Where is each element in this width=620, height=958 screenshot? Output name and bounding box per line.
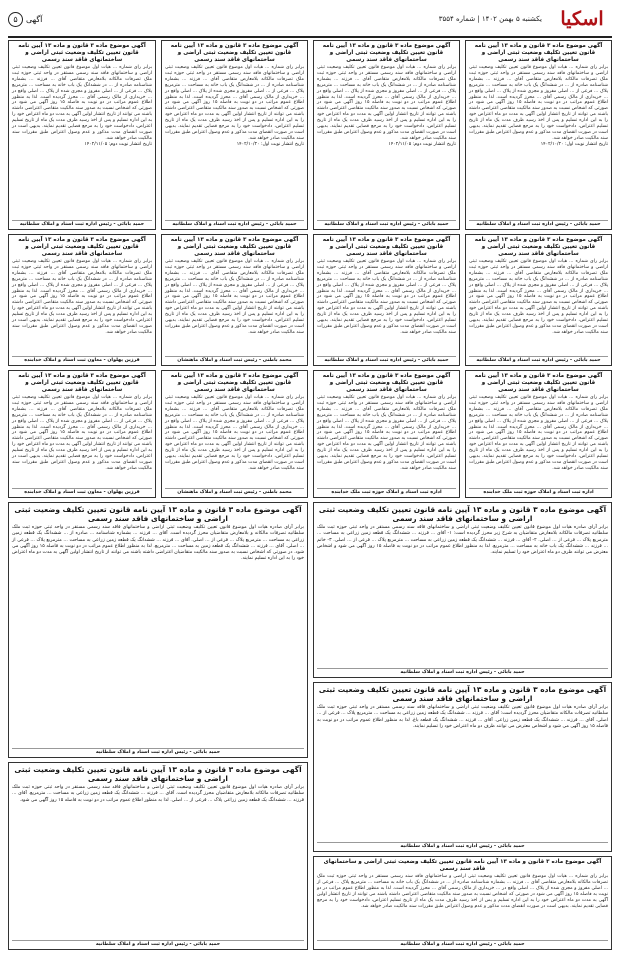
notice-body: برابر رای شماره ... هیات اول موضوع قانون تعیین تکلیف وضعیت ثبتی اراضی و ساختمانهای فاقد سند رسمی مستقر در واحد ثبتی حوزه ثبت ملک تصرفات مالکانه بلامعارض متقاضی آقای ... فرزند ... بشماره شناسنامه صادره از ... در ششدانگ یک باب خانه به مساحت ... مترمربع پلاک ... فرعی از ... اصلی مفروز و مجزی شده از پلاک ... اصلی واقع در ... خریداری از مالک رسمی آقای ... محرز گردیده است. لذا به منظور اطلاع عموم مراتب در دو نوبت به فاصله ۱۵ روز آگهی می شود در صورتی که اشخاص نسبت به صدور سند مالکیت متقاضی اعتراضی داشته باشند می توانند از تاریخ انتشار اولین آگهی به مدت دو ماه اعتراض خود را به این اداره تسلیم و پس از اخذ رسید ظرف مدت یک ماه از تاریخ تسلیم اعتراض، دادخواست خود را به مرجع قضایی تقدیم نمایند. بدیهی است در صورت انقضای مدت مذکور و عدم وصول اعتراض طبق مقررات سند مالکیت صادر خواهد شد. (317, 259, 457, 335)
notice-body: برابر رای شماره ... هیات اول موضوع قانون تعیین تکلیف وضعیت ثبتی اراضی و ساختمانهای فاقد سند رسمی مستقر در واحد ثبتی حوزه ثبت ملک تصرفات مالکانه بلامعارض متقاضی آقای ... فرزند ... بشماره شناسنامه صادره از ... در ششدانگ یک باب خانه به مساحت ... مترمربع پلاک ... فرعی از ... اصلی مفروز و مجزی شده از پلاک ... اصلی واقع در ... خریداری از مالک رسمی آقای ... محرز گردیده است. لذا به منظور اطلاع عموم مراتب در دو نوبت به فاصله ۱۵ روز آگهی می شود در صورتی که اشخاص نسبت به صدور سند مالکیت متقاضی اعتراضی داشته باشند می توانند از تاریخ انتشار اولین آگهی به مدت دو ماه اعتراض خود را به این اداره تسلیم و پس از اخذ رسید ظرف مدت یک ماه از تاریخ تسلیم اعتراض، دادخواست خود را به مرجع قضایی تقدیم نمایند. بدیهی است در صورت انقضای مدت مذکور و عدم وصول اعتراض طبق مقررات سند مالکیت صادر خواهد شد. (165, 395, 305, 471)
notice-body: برابر رای شماره ... هیات اول موضوع قانون تعیین تکلیف وضعیت ثبتی اراضی و ساختمانهای فاقد سند رسمی مستقر در واحد ثبتی حوزه ثبت ملک تصرفات مالکانه بلامعارض متقاضی آقای ... فرزند ... بشماره شناسنامه صادره از ... در ششدانگ یک باب خانه به مساحت ... مترمربع پلاک ... فرعی از ... اصلی مفروز و مجزی شده از پلاک ... اصلی واقع در ... خریداری از مالک رسمی آقای ... محرز گردیده است. لذا به منظور اطلاع عموم مراتب در دو نوبت به فاصله ۱۵ روز آگهی می شود در صورتی که اشخاص نسبت به صدور سند مالکیت متقاضی اعتراضی داشته باشند می توانند از تاریخ انتشار اولین آگهی به مدت دو ماه اعتراض خود را به این اداره تسلیم و پس از اخذ رسید ظرف مدت یک ماه از تاریخ تسلیم اعتراض، دادخواست خود را به مرجع قضایی تقدیم نمایند. بدیهی است در صورت انقضای مدت مذکور و عدم وصول اعتراض طبق مقررات سند مالکیت صادر خواهد شد. (469, 395, 609, 471)
notice-body: برابر رای شماره ... هیات اول موضوع قانون تعیین تکلیف وضعیت ثبتی اراضی و ساختمانهای فاقد سند رسمی مستقر در واحد ثبتی حوزه ثبت ملک تصرفات مالکانه بلامعارض متقاضی آقای ... فرزند ... بشماره شناسنامه صادره از ... در ششدانگ یک باب خانه به مساحت ... مترمربع پلاک ... فرعی از ... اصلی مفروز و مجزی شده از پلاک ... اصلی واقع در ... خریداری از مالک رسمی آقای ... محرز گردیده است. لذا به منظور اطلاع عموم مراتب در دو نوبت به فاصله ۱۵ روز آگهی می شود در صورتی که اشخاص نسبت به صدور سند مالکیت متقاضی اعتراضی داشته باشند می توانند از تاریخ انتشار اولین آگهی به مدت دو ماه اعتراض خود را به این اداره تسلیم و پس از اخذ رسید ظرف مدت یک ماه از تاریخ تسلیم اعتراض، دادخواست خود را به مرجع قضایی تقدیم نمایند. بدیهی است در صورت انقضای مدت مذکور و عدم وصول اعتراض طبق مقررات سند مالکیت صادر خواهد شد. (317, 395, 457, 471)
notice-signature: حمید بابائی - رئیس اداره ثبت اسناد و املاک سلطانیه (12, 220, 152, 227)
notice-body: برابر رای شماره ... هیات اول موضوع قانون تعیین تکلیف وضعیت ثبتی اراضی و ساختمانهای فاقد سند رسمی مستقر در واحد ثبتی حوزه ثبت ملک تصرفات مالکانه بلامعارض متقاضی آقای ... فرزند ... بشماره شناسنامه صادره از ... در ششدانگ یک باب خانه به مساحت ... مترمربع پلاک ... فرعی از ... اصلی مفروز و مجزی شده از پلاک ... اصلی واقع در ... خریداری از مالک رسمی آقای ... محرز گردیده است. لذا به منظور اطلاع عموم مراتب در دو نوبت به فاصله ۱۵ روز آگهی می شود در صورتی که اشخاص نسبت به صدور سند مالکیت متقاضی اعتراضی داشته باشند می توانند از تاریخ انتشار اولین آگهی به مدت دو ماه اعتراض خود را به این اداره تسلیم و پس از اخذ رسید ظرف مدت یک ماه از تاریخ تسلیم اعتراض، دادخواست خود را به مرجع قضایی تقدیم نمایند. بدیهی است در صورت انقضای مدت مذکور و عدم وصول اعتراض طبق مقررات سند مالکیت صادر خواهد شد. (12, 395, 152, 471)
notice-block (313, 370, 460, 498)
notice-signature: حمید بابائی - رئیس اداره ثبت اسناد و املاک سلطانیه (317, 940, 608, 947)
notice-body: برابر رای شماره ... هیات اول موضوع قانون تعیین تکلیف وضعیت ثبتی اراضی و ساختمانهای فاقد سند رسمی مستقر در واحد ثبتی حوزه ثبت ملک تصرفات مالکانه بلامعارض متقاضی آقای ... فرزند ... بشماره شناسنامه صادره از ... در ششدانگ یک باب خانه به مساحت ... مترمربع پلاک ... فرعی از ... اصلی مفروز و مجزی شده از پلاک ... اصلی واقع در ... خریداری از مالک رسمی آقای ... محرز گردیده است. لذا به منظور اطلاع عموم مراتب در دو نوبت به فاصله ۱۵ روز آگهی می شود در صورتی که اشخاص نسبت به صدور سند مالکیت متقاضی اعتراضی داشته باشند می توانند از تاریخ انتشار اولین آگهی به مدت دو ماه اعتراض خود را به این اداره تسلیم و پس از اخذ رسید ظرف مدت یک ماه از تاریخ تسلیم اعتراض، دادخواست خود را به مرجع قضایی تقدیم نمایند. بدیهی است در صورت انقضای مدت مذکور و عدم وصول اعتراض طبق مقررات سند مالکیت صادر خواهد شد. (12, 259, 152, 335)
page-badge (8, 12, 42, 27)
notice-block-wide (8, 762, 308, 950)
notice-body: برابر رای شماره ... هیات اول موضوع قانون تعیین تکلیف وضعیت ثبتی اراضی و ساختمانهای فاقد سند رسمی مستقر در واحد ثبتی حوزه ثبت ملک تصرفات مالکانه بلامعارض متقاضی آقای ... فرزند ... بشماره شناسنامه صادره از ... در ششدانگ یک باب خانه به مساحت ... مترمربع پلاک ... فرعی از ... اصلی مفروز و مجزی شده از پلاک ... اصلی واقع در ... خریداری از مالک رسمی آقای ... محرز گردیده است. لذا به منظور اطلاع عموم مراتب در دو نوبت به فاصله ۱۵ روز آگهی می شود در صورتی که اشخاص نسبت به صدور سند مالکیت متقاضی اعتراضی داشته باشند می توانند از تاریخ انتشار اولین آگهی به مدت دو ماه اعتراض خود را به این اداره تسلیم و پس از اخذ رسید ظرف مدت یک ماه از تاریخ تسلیم اعتراض، دادخواست خود را به مرجع قضایی تقدیم نمایند. بدیهی است در صورت انقضای مدت مذکور و عدم وصول اعتراض طبق مقررات سند مالکیت صادر خواهد شد. (165, 65, 305, 141)
notice-block-wide (313, 502, 612, 678)
notice-block (465, 40, 612, 230)
notice-signature: حمید بابائی - رئیس اداره ثبت اسناد و املاک سلطانیه (317, 356, 456, 363)
notice-signature: حمید بابائی - رئیس اداره ثبت اسناد و املاک سلطانیه (469, 220, 608, 227)
notice-signature: محمد باطنی - رئیس ثبت اسناد و املاک ماهنشان (165, 488, 304, 495)
notice-block (161, 234, 308, 366)
notice-title: آگهی موضوع ماده ۳ قانون و ماده ۱۳ آیین نامه قانون تعیین تکلیف وضعیت ثبتی اراضی و ساختمانهای فاقد سند رسمی (318, 505, 607, 523)
notice-title: آگهی موضوع ماده ۳ قانون و ماده ۱۳ آیین نامه قانون تعیین تکلیف وضعیت ثبتی اراضی و ساختمانهای فاقد سند رسمی (170, 237, 299, 257)
notice-signature: فرزین پهلوان - معاون ثبت اسناد و املاک خدابنده (12, 488, 152, 495)
notice-date-second: تاریخ انتشار نوبت دوم: ۱۴۰۲/۱۱/۰۵ (84, 141, 152, 147)
notice-date-first: تاریخ انتشار نوبت اول: ۱۴۰۲/۱۰/۲۰ (236, 141, 304, 147)
notice-signature: حمید بابائی - رئیس اداره ثبت اسناد و املاک سلطانیه (317, 220, 456, 227)
notice-title: آگهی موضوع ماده ۳ قانون و ماده ۱۳ آیین نامه قانون تعیین تکلیف وضعیت ثبتی اراضی و ساختمانهای فاقد سند رسمی (322, 43, 451, 63)
newspaper-logo (552, 4, 612, 34)
page-label: آگهی (26, 14, 43, 24)
notice-title: آگهی موضوع ماده ۳ قانون و ماده ۱۳ آیین نامه قانون تعیین تکلیف وضعیت ثبتی اراضی و ساختمانهای فاقد سند رسمی (323, 859, 602, 872)
notice-body: برابر آرای صادره هیات اول موضوع قانون تعیین تکلیف وضعیت ثبتی اراضی و ساختمانهای فاقد سند رسمی مستقر در واحد ثبتی حوزه ثبت ملک سلطانیه تصرفات مالکانه متقاضیان محرز گردیده است: آقای ... فرزند ... ششدانگ یک قطعه زمین زراعی به مساحت ... مترمربع پلاک ... فرعی از ... اصلی. آقای ... فرزند ... ششدانگ یک قطعه زمین زراعی. آقای ... فرزند ... ششدانگ یک قطعه باغ. لذا به منظور اطلاع عموم مراتب در دو نوبت به فاصله ۱۵ روز آگهی می شود و اشخاص معترض می توانند ظرف دو ماه اعتراض خود را تسلیم نمایند. (317, 705, 608, 729)
notice-title: آگهی موضوع ماده ۳ قانون و ماده ۱۳ آیین نامه قانون تعیین تکلیف وضعیت ثبتی اراضی و ساختمانهای فاقد سند رسمی (14, 765, 302, 783)
notice-title: آگهی موضوع ماده ۳ قانون و ماده ۱۳ آیین نامه قانون تعیین تکلیف وضعیت ثبتی اراضی و ساختمانهای فاقد سند رسمی (18, 43, 146, 63)
notice-signature: حمید بابائی - رئیس اداره ثبت اسناد و املاک سلطانیه (165, 220, 304, 227)
notice-title: آگهی موضوع ماده ۳ قانون و ماده ۱۳ آیین نامه قانون تعیین تکلیف وضعیت ثبتی اراضی و ساختمانهای فاقد سند رسمی (474, 373, 603, 393)
notice-body: برابر آرای صادره هیات اول موضوع قانون تعیین تکلیف وضعیت ثبتی اراضی و ساختمانهای فاقد سند رسمی مستقر در واحد ثبتی حوزه ثبت ملک سلطانیه تصرفات مالکانه بلامعارض متقاضیان به شرح زیر محرز گردیده است: ۱- آقای ... فرزند ... ششدانگ یک قطعه زمین زراعی به مساحت ... مترمربع پلاک ... فرعی از ... اصلی. ۲- آقای ... فرزند ... ششدانگ یک قطعه زمین زراعی به مساحت ... مترمربع پلاک ... فرعی از ... اصلی. ۳- خانم ... فرزند ... ششدانگ یک باب خانه به مساحت ... مترمربع. لذا به منظور اطلاع عموم مراتب در دو نوبت به فاصله ۱۵ روز آگهی می شود و اشخاص معترض می توانند ظرف دو ماه اعتراض خود را تسلیم نمایند. (317, 525, 608, 556)
notice-signature: فرزین پهلوان - معاون ثبت اسناد و املاک خدابنده (12, 356, 152, 363)
notice-title: آگهی موضوع ماده ۳ قانون و ماده ۱۳ آیین نامه قانون تعیین تکلیف وضعیت ثبتی اراضی و ساختمانهای فاقد سند رسمی (14, 505, 302, 523)
notice-block (161, 370, 308, 498)
notice-block (465, 234, 612, 366)
notice-block (161, 40, 308, 230)
notice-signature: حمید بابائی - رئیس اداره ثبت اسناد و املاک سلطانیه (12, 748, 304, 755)
notice-body: برابر رای شماره ... هیات اول موضوع قانون تعیین تکلیف وضعیت ثبتی اراضی و ساختمانهای فاقد سند رسمی مستقر در واحد ثبتی حوزه ثبت ملک تصرفات مالکانه بلامعارض متقاضی آقای ... فرزند ... بشماره شناسنامه صادره از ... در ششدانگ یک باب خانه به مساحت ... مترمربع پلاک ... فرعی از ... اصلی مفروز و مجزی شده از پلاک ... اصلی واقع در ... خریداری از مالک رسمی آقای ... محرز گردیده است. لذا به منظور اطلاع عموم مراتب در دو نوبت به فاصله ۱۵ روز آگهی می شود در صورتی که اشخاص نسبت به صدور سند مالکیت متقاضی اعتراضی داشته باشند می توانند از تاریخ انتشار اولین آگهی به مدت دو ماه اعتراض خود را به این اداره تسلیم و پس از اخذ رسید ظرف مدت یک ماه از تاریخ تسلیم اعتراض، دادخواست خود را به مرجع قضایی تقدیم نمایند. بدیهی است در صورت انقضای مدت مذکور و عدم وصول اعتراض طبق مقررات سند مالکیت صادر خواهد شد. (317, 65, 457, 141)
notice-body: برابر رای شماره ... هیات اول موضوع قانون تعیین تکلیف وضعیت ثبتی اراضی و ساختمانهای فاقد سند رسمی مستقر در واحد ثبتی حوزه ثبت ملک تصرفات مالکانه بلامعارض متقاضی آقای ... فرزند ... بشماره شناسنامه صادره از ... در ششدانگ یک باب خانه به مساحت ... مترمربع پلاک ... فرعی از ... اصلی مفروز و مجزی شده از پلاک ... اصلی واقع در ... خریداری از مالک رسمی آقای ... محرز گردیده است. لذا به منظور اطلاع عموم مراتب در دو نوبت به فاصله ۱۵ روز آگهی می شود در صورتی که اشخاص نسبت به صدور سند مالکیت متقاضی اعتراضی داشته باشند می توانند از تاریخ انتشار اولین آگهی به مدت دو ماه اعتراض خود را به این اداره تسلیم و پس از اخذ رسید ظرف مدت یک ماه از تاریخ تسلیم اعتراض، دادخواست خود را به مرجع قضایی تقدیم نمایند. بدیهی است در صورت انقضای مدت مذکور و عدم وصول اعتراض طبق مقررات سند مالکیت صادر خواهد شد. (317, 874, 608, 909)
logo-text: اسکیا (560, 8, 604, 30)
notice-title: آگهی موضوع ماده ۳ قانون و ماده ۱۳ آیین نامه قانون تعیین تکلیف وضعیت ثبتی اراضی و ساختمانهای فاقد سند رسمی (18, 237, 146, 257)
notice-title: آگهی موضوع ماده ۳ قانون و ماده ۱۳ آیین نامه قانون تعیین تکلیف وضعیت ثبتی اراضی و ساختمانهای فاقد سند رسمی (474, 43, 603, 63)
notice-block (313, 234, 460, 366)
notice-body: برابر رای شماره ... هیات اول موضوع قانون تعیین تکلیف وضعیت ثبتی اراضی و ساختمانهای فاقد سند رسمی مستقر در واحد ثبتی حوزه ثبت ملک تصرفات مالکانه بلامعارض متقاضی آقای ... فرزند ... بشماره شناسنامه صادره از ... در ششدانگ یک باب خانه به مساحت ... مترمربع پلاک ... فرعی از ... اصلی مفروز و مجزی شده از پلاک ... اصلی واقع در ... خریداری از مالک رسمی آقای ... محرز گردیده است. لذا به منظور اطلاع عموم مراتب در دو نوبت به فاصله ۱۵ روز آگهی می شود در صورتی که اشخاص نسبت به صدور سند مالکیت متقاضی اعتراضی داشته باشند می توانند از تاریخ انتشار اولین آگهی به مدت دو ماه اعتراض خود را به این اداره تسلیم و پس از اخذ رسید ظرف مدت یک ماه از تاریخ تسلیم اعتراض، دادخواست خود را به مرجع قضایی تقدیم نمایند. بدیهی است در صورت انقضای مدت مذکور و عدم وصول اعتراض طبق مقررات سند مالکیت صادر خواهد شد. (12, 65, 152, 141)
notice-signature: اداره ثبت اسناد و املاک حوزه ثبت ملک خدابنده (469, 488, 608, 495)
notice-signature: حمید بابائی - رئیس اداره ثبت اسناد و املاک سلطانیه (317, 842, 608, 849)
notice-body: برابر رای شماره ... هیات اول موضوع قانون تعیین تکلیف وضعیت ثبتی اراضی و ساختمانهای فاقد سند رسمی مستقر در واحد ثبتی حوزه ثبت ملک تصرفات مالکانه بلامعارض متقاضی آقای ... فرزند ... بشماره شناسنامه صادره از ... در ششدانگ یک باب خانه به مساحت ... مترمربع پلاک ... فرعی از ... اصلی مفروز و مجزی شده از پلاک ... اصلی واقع در ... خریداری از مالک رسمی آقای ... محرز گردیده است. لذا به منظور اطلاع عموم مراتب در دو نوبت به فاصله ۱۵ روز آگهی می شود در صورتی که اشخاص نسبت به صدور سند مالکیت متقاضی اعتراضی داشته باشند می توانند از تاریخ انتشار اولین آگهی به مدت دو ماه اعتراض خود را به این اداره تسلیم و پس از اخذ رسید ظرف مدت یک ماه از تاریخ تسلیم اعتراض، دادخواست خود را به مرجع قضایی تقدیم نمایند. بدیهی است در صورت انقضای مدت مذکور و عدم وصول اعتراض طبق مقررات سند مالکیت صادر خواهد شد. (469, 259, 609, 335)
notice-block (465, 370, 612, 498)
issue-meta: یکشنبه ۵ بهمن ۱۴۰۲ | شماره ۳۵۵۴ (438, 15, 542, 23)
notice-title: آگهی موضوع ماده ۳ قانون و ماده ۱۳ آیین نامه قانون تعیین تکلیف وضعیت ثبتی اراضی و ساختمانهای فاقد سند رسمی (170, 43, 299, 63)
notice-signature: حمید بابائی - رئیس اداره ثبت اسناد و املاک سلطانیه (317, 668, 608, 675)
notice-block (8, 40, 156, 230)
notice-title: آگهی موضوع ماده ۳ قانون و ماده ۱۳ آیین نامه قانون تعیین تکلیف وضعیت ثبتی اراضی و ساختمانهای فاقد سند رسمی (170, 373, 299, 393)
notice-body: برابر آرای صادره هیات اول موضوع قانون تعیین تکلیف وضعیت ثبتی اراضی و ساختمانهای فاقد سند رسمی مستقر در واحد ثبتی حوزه ثبت ملک سلطانیه تصرفات مالکانه بلامعارض متقاضیان محرز گردیده است. آقای ... فرزند ... ششدانگ یک قطعه زمین زراعی به مساحت ... مترمربع. آقای ... فرزند ... ششدانگ یک قطعه زمین زراعی پلاک ... فرعی از ... اصلی. لذا به منظور اطلاع عموم مراتب در دو نوبت به فاصله ۱۵ روز آگهی می شود. (12, 785, 304, 803)
page-number: ۵ (8, 12, 23, 27)
notice-title: آگهی موضوع ماده ۳ قانون و ماده ۱۳ آیین نامه قانون تعیین تکلیف وضعیت ثبتی اراضی و ساختمانهای فاقد سند رسمی (18, 373, 146, 393)
notice-title: آگهی موضوع ماده ۳ قانون و ماده ۱۳ آیین نامه قانون تعیین تکلیف وضعیت ثبتی اراضی و ساختمانهای فاقد سند رسمی (474, 237, 603, 257)
notice-signature: حمید بابائی - رئیس اداره ثبت اسناد و املاک سلطانیه (469, 356, 608, 363)
notice-block (8, 370, 156, 498)
notice-block (313, 856, 612, 950)
notice-date-first: تاریخ انتشار نوبت اول: ۱۴۰۲/۱۰/۲۰ (540, 141, 608, 147)
notice-block-wide (313, 682, 612, 852)
notice-signature: حمید بابائی - رئیس اداره ثبت اسناد و املاک سلطانیه (12, 940, 304, 947)
notice-block (8, 234, 156, 366)
notice-title: آگهی موضوع ماده ۳ قانون و ماده ۱۳ آیین نامه قانون تعیین تکلیف وضعیت ثبتی اراضی و ساختمانهای فاقد سند رسمی (322, 237, 451, 257)
notice-block-wide (8, 502, 308, 758)
notice-body: برابر رای شماره ... هیات اول موضوع قانون تعیین تکلیف وضعیت ثبتی اراضی و ساختمانهای فاقد سند رسمی مستقر در واحد ثبتی حوزه ثبت ملک تصرفات مالکانه بلامعارض متقاضی آقای ... فرزند ... بشماره شناسنامه صادره از ... در ششدانگ یک باب خانه به مساحت ... مترمربع پلاک ... فرعی از ... اصلی مفروز و مجزی شده از پلاک ... اصلی واقع در ... خریداری از مالک رسمی آقای ... محرز گردیده است. لذا به منظور اطلاع عموم مراتب در دو نوبت به فاصله ۱۵ روز آگهی می شود در صورتی که اشخاص نسبت به صدور سند مالکیت متقاضی اعتراضی داشته باشند می توانند از تاریخ انتشار اولین آگهی به مدت دو ماه اعتراض خود را به این اداره تسلیم و پس از اخذ رسید ظرف مدت یک ماه از تاریخ تسلیم اعتراض، دادخواست خود را به مرجع قضایی تقدیم نمایند. بدیهی است در صورت انقضای مدت مذکور و عدم وصول اعتراض طبق مقررات سند مالکیت صادر خواهد شد. (469, 65, 609, 141)
notice-title: آگهی موضوع ماده ۳ قانون و ماده ۱۳ آیین نامه قانون تعیین تکلیف وضعیت ثبتی اراضی و ساختمانهای فاقد سند رسمی (322, 373, 451, 393)
notice-body: برابر رای شماره ... هیات اول موضوع قانون تعیین تکلیف وضعیت ثبتی اراضی و ساختمانهای فاقد سند رسمی مستقر در واحد ثبتی حوزه ثبت ملک تصرفات مالکانه بلامعارض متقاضی آقای ... فرزند ... بشماره شناسنامه صادره از ... در ششدانگ یک باب خانه به مساحت ... مترمربع پلاک ... فرعی از ... اصلی مفروز و مجزی شده از پلاک ... اصلی واقع در ... خریداری از مالک رسمی آقای ... محرز گردیده است. لذا به منظور اطلاع عموم مراتب در دو نوبت به فاصله ۱۵ روز آگهی می شود در صورتی که اشخاص نسبت به صدور سند مالکیت متقاضی اعتراضی داشته باشند می توانند از تاریخ انتشار اولین آگهی به مدت دو ماه اعتراض خود را به این اداره تسلیم و پس از اخذ رسید ظرف مدت یک ماه از تاریخ تسلیم اعتراض، دادخواست خود را به مرجع قضایی تقدیم نمایند. بدیهی است در صورت انقضای مدت مذکور و عدم وصول اعتراض طبق مقررات سند مالکیت صادر خواهد شد. (165, 259, 305, 335)
notice-signature: اداره ثبت اسناد و املاک حوزه ثبت ملک خدابنده (317, 488, 456, 495)
page-header (8, 2, 612, 38)
notice-body: برابر آرای صادره هیات اول موضوع قانون تعیین تکلیف وضعیت ثبتی اراضی و ساختمانهای فاقد سند رسمی مستقر در واحد ثبتی حوزه ثبت ملک سلطانیه تصرفات مالکانه و بلامعارض متقاضیان محرز گردیده است. آقای ... فرزند ... بشماره شناسنامه ... صادره از ... ششدانگ یک قطعه زمین زراعی به مساحت ... مترمربع پلاک ... فرعی از ... اصلی. آقای ... فرزند ... ششدانگ یک قطعه زمین زراعی به مساحت ... مترمربع پلاک ... فرعی از ... اصلی. آقای ... فرزند ... ششدانگ یک قطعه زمین به مساحت ... مترمربع. لذا به منظور اطلاع عموم مراتب در دو نوبت به فاصله ۱۵ روز آگهی می شود. در صورتی که اشخاص نسبت به صدور سند مالکیت متقاضیان اعتراضی داشته باشند می توانند از تاریخ انتشار اولین آگهی به مدت دو ماه اعتراض خود را به این اداره تسلیم نمایند. (12, 525, 304, 562)
notice-block (313, 40, 460, 230)
notice-title: آگهی موضوع ماده ۳ قانون و ماده ۱۳ آیین نامه قانون تعیین تکلیف وضعیت ثبتی اراضی و ساختمانهای فاقد سند رسمی (318, 685, 607, 703)
notice-signature: محمد باطنی - رئیس ثبت اسناد و املاک ماهنشان (165, 356, 304, 363)
notice-date-second: تاریخ انتشار نوبت دوم: ۱۴۰۲/۱۱/۰۵ (388, 141, 456, 147)
